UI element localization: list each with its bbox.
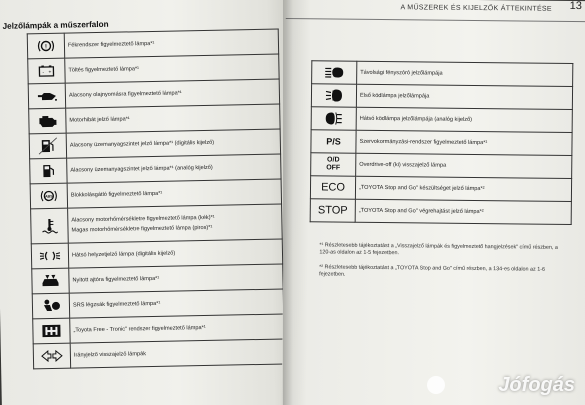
front-fog-icon (312, 88, 356, 102)
row-label: Alacsony üzemanyagszintet jelző lámpa*¹ (analóg kijelző) (67, 154, 281, 183)
coolant-temp-icon (31, 217, 67, 236)
row-label: Overdrive-off (ki) visszajelző lámpa (356, 153, 572, 178)
svg-text:!: ! (44, 44, 48, 51)
stop-icon: STOP (317, 204, 348, 217)
left-icon-table (27, 29, 285, 370)
row-label: Alacsony üzemanyagszintet jelző lámpa*¹ (digitális kijelző) (66, 129, 280, 158)
svg-text:ABS: ABS (45, 194, 53, 199)
book-gutter-shadow (283, 0, 293, 405)
row-label: Alacsony olajnyomásra figyelmeztető lámpa*¹ (65, 79, 279, 108)
table-row (311, 107, 572, 133)
table-row (312, 61, 573, 87)
row-label: Távolsági fényszóró jelzőlámpája (357, 61, 573, 86)
right-icon-table (310, 60, 574, 225)
row-label: „TOYOTA Stop and Go" végrehajtást jelző lámpa*² (355, 199, 571, 224)
svg-text:-: - (42, 69, 45, 76)
row-label: Motorhibát jelző lámpa*¹ (66, 104, 280, 133)
rear-fog-icon (312, 111, 356, 125)
high-beam-icon (312, 66, 356, 78)
page-number: 13 (569, 0, 582, 13)
row-label: Fékrendszer figyelmeztető lámpa*¹ (64, 29, 278, 58)
row-label: Hátsó helyzetjelző lámpa (digitális kijelző) (68, 239, 282, 268)
ps-icon: P/S (326, 136, 341, 147)
table-row (33, 339, 284, 369)
row-label: Első ködlámpa jelzőlámpája (356, 84, 572, 109)
table-row (311, 130, 572, 156)
free-tronic-icon (33, 323, 69, 340)
turn-signal-icon (34, 350, 70, 363)
engine-icon (29, 113, 65, 130)
row-label: Irányjelző visszajelző lámpák (70, 339, 284, 368)
abs-icon (31, 189, 67, 204)
footnote-2: *² Részletesebb tájékoztatást a „TOYOTA Stop and Go" című részben, a 134-es oldalon az 1-6 fejezetben. (319, 264, 546, 278)
row-label: Nyitott ajtóra figyelmeztető lámpa*¹ (69, 264, 283, 293)
row-label: Alacsony motorhőmérsékletre figyelmeztető lámpa (kék)*¹ (71, 214, 215, 224)
door-open-icon (32, 274, 68, 289)
tail-light-icon (32, 250, 68, 263)
table-row (311, 84, 572, 110)
od-off-icon: O/D OFF (326, 156, 341, 172)
section-title: Jelzőlámpák a műszerfalon (2, 19, 109, 31)
srs-airbag-icon (33, 298, 69, 315)
table-row (31, 204, 283, 244)
fuel-digital-icon (30, 137, 66, 156)
table-row (311, 153, 572, 179)
row-label: Töltés figyelmeztető lámpa*¹ (65, 54, 279, 83)
watermark-logo-icon (427, 376, 445, 394)
row-label: Szervokormányzási-rendszer figyelmeztető lámpa*¹ (356, 130, 572, 155)
fuel-analog-icon (30, 163, 66, 180)
watermark: Jófogás (498, 374, 575, 396)
page-header-title: A MŰSZEREK ÉS KIJELZŐK ÁTTEKINTÉSE (400, 4, 552, 13)
footnote-1: *¹ Részletesebb tájékoztatást a „Visszajelző lámpák és figyelmeztető hangjelzések" című részben, a 120-as oldalon az 1-5 fejezetben. (319, 242, 558, 257)
row-label-secondary: Magas motorhőmérsékletre figyelmeztető lámpa (piros)*¹ (71, 224, 213, 234)
svg-text:+: + (48, 69, 52, 76)
eco-icon: ECO (321, 181, 346, 194)
brake-warning-icon (28, 39, 64, 54)
right-page (282, 0, 585, 405)
row-label: Hátsó ködlámpa jelzőlámpája (analóg kijelző) (356, 107, 572, 132)
row-label: „TOYOTA Stop and Go" készültséget jelző lámpa*² (355, 176, 571, 201)
row-label: „Toyota Free - Tronic" rendszer figyelmeztető lámpa*¹ (70, 314, 284, 343)
table-row (310, 199, 571, 225)
row-label: SRS légzsák figyelmeztető lámpa*¹ (69, 289, 283, 318)
battery-icon (28, 64, 64, 79)
table-row (310, 176, 571, 202)
oil-can-icon (29, 89, 65, 104)
row-label: Blokkolásgátló figyelmeztető lámpa*¹ (67, 179, 281, 208)
